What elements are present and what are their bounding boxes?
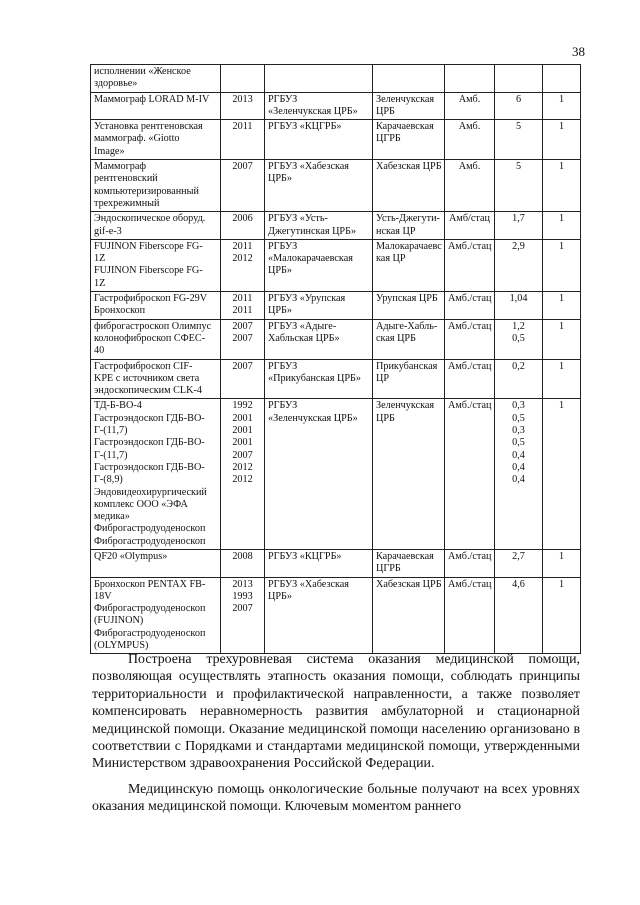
cell-device-line: 1Z xyxy=(94,277,106,289)
cell-device-line: Фиброгастродуоденоскоп xyxy=(94,523,206,535)
cell-value-line: 0,5 xyxy=(512,332,525,344)
cell-count-text: 1 xyxy=(558,293,565,305)
cell-device-line: Гастрофиброскоп FG-29V xyxy=(94,293,208,305)
cell-year xyxy=(221,92,265,120)
cell-device xyxy=(91,65,221,93)
cell-device-line: маммограф. «Giotto xyxy=(94,133,180,145)
cell-year-line: 2012 xyxy=(232,461,253,473)
page-number: 38 xyxy=(572,44,585,59)
cell-count xyxy=(543,120,581,160)
cell-care-type xyxy=(445,549,495,577)
cell-year-line: 2013 xyxy=(232,578,253,590)
cell-care-type xyxy=(445,160,495,212)
cell-organization-line: ЦРБ» xyxy=(268,265,292,277)
cell-count-text: 1 xyxy=(558,360,565,372)
cell-care-type xyxy=(445,92,495,120)
cell-device-line: ТД-Б-ВО-4 xyxy=(94,400,142,412)
cell-year xyxy=(221,239,265,291)
cell-device-line: комплекс ООО «ЭФА xyxy=(94,498,188,510)
cell-value-line: 0,2 xyxy=(512,360,525,372)
cell-value-line: 0,5 xyxy=(512,412,525,424)
cell-device xyxy=(91,160,221,212)
cell-count-text: 1 xyxy=(558,578,565,590)
cell-year-line: 2001 xyxy=(232,437,253,449)
cell-year-line: 2008 xyxy=(232,550,253,562)
cell-count-text: 1 xyxy=(558,240,565,252)
table-row xyxy=(91,399,581,550)
cell-count xyxy=(543,92,581,120)
cell-organization xyxy=(265,549,373,577)
cell-location-line: Хабезская ЦРБ xyxy=(376,578,442,590)
cell-device-line: фиброгастроскоп Олимпус xyxy=(94,320,212,332)
cell-year xyxy=(221,160,265,212)
cell-care-type xyxy=(445,399,495,550)
cell-device-line: Маммограф xyxy=(94,161,146,173)
cell-organization xyxy=(265,359,373,399)
cell-year-line: 2012 xyxy=(232,474,253,486)
cell-organization xyxy=(265,577,373,654)
cell-value-line: 5 xyxy=(515,121,522,133)
table-row xyxy=(91,120,581,160)
cell-device-line: медика» xyxy=(94,511,130,523)
cell-organization xyxy=(265,160,373,212)
cell-value-line: 0,4 xyxy=(512,449,525,461)
cell-location-line: кая ЦР xyxy=(376,253,406,265)
cell-location-line: Карачаевская xyxy=(376,550,434,562)
equipment-table xyxy=(90,64,581,654)
cell-year-line: 2013 xyxy=(232,93,253,105)
cell-organization-line: «Прикубанская ЦРБ» xyxy=(268,372,361,384)
cell-organization-line: РГБУЗ xyxy=(268,240,298,252)
cell-value xyxy=(495,549,543,577)
cell-location xyxy=(373,65,445,93)
cell-device xyxy=(91,399,221,550)
cell-organization-line: РГБУЗ «КЦГРБ» xyxy=(268,121,342,133)
table-row xyxy=(91,160,581,212)
cell-device xyxy=(91,319,221,359)
cell-year xyxy=(221,549,265,577)
cell-location-line: нская ЦР xyxy=(376,225,416,237)
cell-organization-line: ЦРБ» xyxy=(268,305,292,317)
cell-year-line: 2007 xyxy=(232,360,253,372)
cell-device-line: Фиброгастродуоденоскоп xyxy=(94,603,206,615)
cell-care-type xyxy=(445,212,495,240)
cell-care-type xyxy=(445,577,495,654)
cell-care-type-text: Амб. xyxy=(458,161,481,173)
cell-organization-line: РГБУЗ «Усть- xyxy=(268,213,328,225)
paragraph: Построена трехуровневая система оказания медицинской помощи, позволяющая осуществлять этапность оказания помощи, соблюдать принципы территориальности и профилактической направленности, а также позволяет компенсировать неравномерность развития амбулаторной и стационарной медицинской помощи. Оказание медицинской помощи населению организовано в соответствии с Порядками и стандартами медицинской помощи, утвержденными Министерством здравоохранения Российской Федерации. xyxy=(92,652,580,772)
cell-organization xyxy=(265,65,373,93)
cell-location-line: Зеленчукская xyxy=(376,400,435,412)
cell-value-line: 1,7 xyxy=(512,213,525,225)
cell-location xyxy=(373,399,445,550)
cell-device-line: FUJINON Fiberscope FG- xyxy=(94,265,203,277)
cell-device-line: эндоскопическим CLK-4 xyxy=(94,385,202,397)
cell-device-line: колонофиброскоп СФЕС- xyxy=(94,332,206,344)
cell-location xyxy=(373,160,445,212)
cell-year xyxy=(221,120,265,160)
cell-device-line: 18V xyxy=(94,590,112,602)
cell-device-line: Маммограф LORAD M-IV xyxy=(94,93,210,105)
cell-organization-line: «Малокарачаевская xyxy=(268,253,353,265)
cell-care-type-text: Амб. xyxy=(458,93,481,105)
cell-location xyxy=(373,212,445,240)
cell-organization-line: ЦРБ» xyxy=(268,590,292,602)
cell-year-line: 2011 xyxy=(232,240,253,252)
table-row xyxy=(91,92,581,120)
cell-value xyxy=(495,120,543,160)
cell-count-text: 1 xyxy=(558,121,565,133)
cell-device-line: Гастроэндоскоп ГДБ-ВО- xyxy=(94,461,205,473)
cell-organization-line: «Зеленчукская ЦРБ» xyxy=(268,105,358,117)
cell-count xyxy=(543,319,581,359)
cell-location-line: Усть-Джегути- xyxy=(376,213,440,225)
cell-year-line: 2012 xyxy=(232,253,253,265)
cell-organization-line: РГБУЗ «КЦГРБ» xyxy=(268,550,342,562)
cell-organization-line: РГБУЗ xyxy=(268,360,298,372)
cell-value xyxy=(495,399,543,550)
cell-device-line: KPE с источником света xyxy=(94,372,200,384)
cell-care-type-text: Амб./стац xyxy=(448,320,492,332)
table-row xyxy=(91,65,581,93)
cell-organization-line: РГБУЗ «Адыге- xyxy=(268,320,337,332)
cell-value xyxy=(495,359,543,399)
cell-value xyxy=(495,160,543,212)
cell-device-line: здоровье» xyxy=(94,78,138,90)
cell-year-line: 2007 xyxy=(232,603,253,615)
cell-device-line: Г-(11,7) xyxy=(94,425,128,437)
cell-count-text: 1 xyxy=(558,161,565,173)
cell-device xyxy=(91,239,221,291)
cell-device-line: Гастроэндоскоп ГДБ-ВО- xyxy=(94,437,205,449)
cell-organization-line: Джегутинская ЦРБ» xyxy=(268,225,357,237)
cell-value-line: 1,04 xyxy=(509,293,528,305)
cell-device-line: 40 xyxy=(94,345,105,357)
cell-organization-line: «Зеленчукская ЦРБ» xyxy=(268,412,358,424)
cell-organization-line: РГБУЗ xyxy=(268,400,298,412)
cell-count xyxy=(543,549,581,577)
cell-device-line: Фиброгастродуоденоскоп xyxy=(94,535,206,547)
cell-care-type-text: Амб./стац xyxy=(448,240,492,252)
cell-location xyxy=(373,239,445,291)
cell-value xyxy=(495,577,543,654)
cell-count-text: 1 xyxy=(558,320,565,332)
cell-value-line: 0,3 xyxy=(512,400,525,412)
cell-device xyxy=(91,292,221,320)
cell-value-line: 1,2 xyxy=(512,320,525,332)
cell-device-line: 1Z xyxy=(94,253,106,265)
cell-year-line: 2011 xyxy=(232,305,253,317)
cell-care-type-text: Амб./стац xyxy=(448,578,492,590)
cell-device-line: Бронхоскоп PENTAX FB- xyxy=(94,578,206,590)
cell-organization-line: РГБУЗ «Хабезская xyxy=(268,161,349,173)
cell-count xyxy=(543,65,581,93)
cell-device-line: компьютеризированный xyxy=(94,185,199,197)
cell-device-line: Фиброгастродуоденоскоп xyxy=(94,627,206,639)
cell-location-line: ЦРБ xyxy=(376,412,395,424)
cell-device-line: Установка рентгеновская xyxy=(94,121,203,133)
cell-device-line: QF20 «Olympus» xyxy=(94,550,168,562)
cell-year xyxy=(221,359,265,399)
cell-care-type xyxy=(445,292,495,320)
cell-location-line: Адыге-Хабль- xyxy=(376,320,438,332)
cell-year xyxy=(221,212,265,240)
cell-device-line: Гастрофиброскоп CIF- xyxy=(94,360,193,372)
cell-value xyxy=(495,239,543,291)
cell-value-line: 4,6 xyxy=(512,578,525,590)
cell-value xyxy=(495,292,543,320)
cell-value xyxy=(495,319,543,359)
cell-device-line: исполнении «Женское xyxy=(94,66,191,77)
cell-care-type xyxy=(445,359,495,399)
cell-location-line: Малокарачаевс xyxy=(376,240,442,252)
cell-value-line: 2,9 xyxy=(512,240,525,252)
cell-device-line: Гастроэндоскоп ГДБ-ВО- xyxy=(94,412,205,424)
cell-count xyxy=(543,292,581,320)
cell-count xyxy=(543,577,581,654)
cell-count-text: 1 xyxy=(558,400,565,412)
cell-year-line: 2007 xyxy=(232,332,253,344)
cell-care-type xyxy=(445,319,495,359)
cell-device-line: FUJINON Fiberscope FG- xyxy=(94,240,203,252)
cell-year xyxy=(221,319,265,359)
cell-count xyxy=(543,239,581,291)
cell-device-line: Эндоскопическое оборуд. xyxy=(94,213,206,225)
body-text xyxy=(92,651,580,824)
cell-location xyxy=(373,549,445,577)
cell-location xyxy=(373,92,445,120)
cell-value-line: 0,5 xyxy=(512,437,525,449)
cell-care-type-text: Амб/стац xyxy=(449,213,490,225)
cell-organization-line: Хабльская ЦРБ» xyxy=(268,332,340,344)
cell-care-type-text: Амб. xyxy=(458,121,481,133)
cell-organization-line: РГБУЗ xyxy=(268,93,298,105)
cell-care-type xyxy=(445,120,495,160)
cell-count-text: 1 xyxy=(558,550,565,562)
cell-organization xyxy=(265,239,373,291)
cell-year-line: 2011 xyxy=(232,293,253,305)
cell-value xyxy=(495,92,543,120)
cell-device-line: рентгеновский xyxy=(94,173,158,185)
cell-device xyxy=(91,212,221,240)
cell-year xyxy=(221,577,265,654)
cell-organization-line: ЦРБ» xyxy=(268,173,292,185)
cell-device-line: Г-(11,7) xyxy=(94,449,128,461)
cell-device-line: gif-e-3 xyxy=(94,225,122,237)
cell-device xyxy=(91,92,221,120)
cell-year-line: 2007 xyxy=(232,161,253,173)
cell-count xyxy=(543,160,581,212)
cell-year xyxy=(221,65,265,93)
cell-location-line: Прикубанская xyxy=(376,360,438,372)
cell-value-line: 0,4 xyxy=(512,474,525,486)
cell-year-line: 2001 xyxy=(232,412,253,424)
cell-count xyxy=(543,212,581,240)
table-row xyxy=(91,359,581,399)
cell-count xyxy=(543,359,581,399)
cell-location-line: Хабезская ЦРБ xyxy=(376,161,442,173)
table-row xyxy=(91,577,581,654)
cell-count-text: 1 xyxy=(558,93,565,105)
cell-value xyxy=(495,65,543,93)
table-row xyxy=(91,292,581,320)
cell-year-line: 1993 xyxy=(232,590,253,602)
cell-organization xyxy=(265,399,373,550)
cell-count-text: 1 xyxy=(558,213,565,225)
cell-location xyxy=(373,577,445,654)
cell-location xyxy=(373,120,445,160)
cell-location xyxy=(373,292,445,320)
cell-location-line: Зеленчукская xyxy=(376,93,435,105)
cell-care-type-text: Амб./стац xyxy=(448,293,492,305)
cell-year xyxy=(221,399,265,550)
cell-value-line: 2,7 xyxy=(512,550,525,562)
cell-location-line: ЦГРБ xyxy=(376,563,401,575)
cell-location-line: ЦГРБ xyxy=(376,133,401,145)
cell-organization xyxy=(265,120,373,160)
paragraph: Медицинскую помощь онкологические больные получают на всех уровнях оказания медицинской помощи. Ключевым моментом раннего xyxy=(92,781,580,815)
table-row xyxy=(91,549,581,577)
cell-device-line: Image» xyxy=(94,145,125,157)
cell-care-type xyxy=(445,65,495,93)
cell-device-line: Бронхоскоп xyxy=(94,305,146,317)
cell-location-line: Урупская ЦРБ xyxy=(376,293,438,305)
cell-device-line: трехрежимный xyxy=(94,197,160,209)
cell-device xyxy=(91,359,221,399)
cell-device-line: Г-(8,9) xyxy=(94,474,123,486)
cell-device xyxy=(91,549,221,577)
cell-location xyxy=(373,319,445,359)
equipment-table-body xyxy=(91,65,581,654)
cell-organization-line: РГБУЗ «Хабезская xyxy=(268,578,349,590)
cell-device-line: Эндовидеохирургический xyxy=(94,486,207,498)
cell-value xyxy=(495,212,543,240)
cell-location-line: ская ЦРБ xyxy=(376,332,416,344)
table-row xyxy=(91,239,581,291)
cell-location-line: ЦРБ xyxy=(376,105,395,117)
cell-value-line: 5 xyxy=(515,161,522,173)
cell-year xyxy=(221,292,265,320)
cell-year-line: 2007 xyxy=(232,320,253,332)
table-row xyxy=(91,212,581,240)
cell-device-line: (FUJINON) xyxy=(94,615,144,627)
cell-care-type xyxy=(445,239,495,291)
cell-value-line: 6 xyxy=(515,93,522,105)
cell-year-line: 2011 xyxy=(232,121,253,133)
cell-organization xyxy=(265,319,373,359)
cell-location-line: Карачаевская xyxy=(376,121,434,133)
cell-count xyxy=(543,399,581,550)
cell-device xyxy=(91,120,221,160)
cell-location-line: ЦР xyxy=(376,372,390,384)
cell-year-line: 2001 xyxy=(232,425,253,437)
cell-value-line: 0,3 xyxy=(512,425,525,437)
cell-care-type-text: Амб./стац xyxy=(448,360,492,372)
cell-device-line: (OLYMPUS) xyxy=(94,640,149,652)
cell-organization xyxy=(265,92,373,120)
table-row xyxy=(91,319,581,359)
cell-device xyxy=(91,577,221,654)
cell-location xyxy=(373,359,445,399)
cell-organization-line: РГБУЗ «Урупская xyxy=(268,293,346,305)
cell-value-line: 0,4 xyxy=(512,461,525,473)
cell-care-type-text: Амб./стац xyxy=(448,400,492,412)
cell-year-line: 2007 xyxy=(232,449,253,461)
cell-organization xyxy=(265,212,373,240)
cell-year-line: 2006 xyxy=(232,213,253,225)
cell-year-line: 1992 xyxy=(232,400,253,412)
cell-care-type-text: Амб./стац xyxy=(448,550,492,562)
cell-organization xyxy=(265,292,373,320)
